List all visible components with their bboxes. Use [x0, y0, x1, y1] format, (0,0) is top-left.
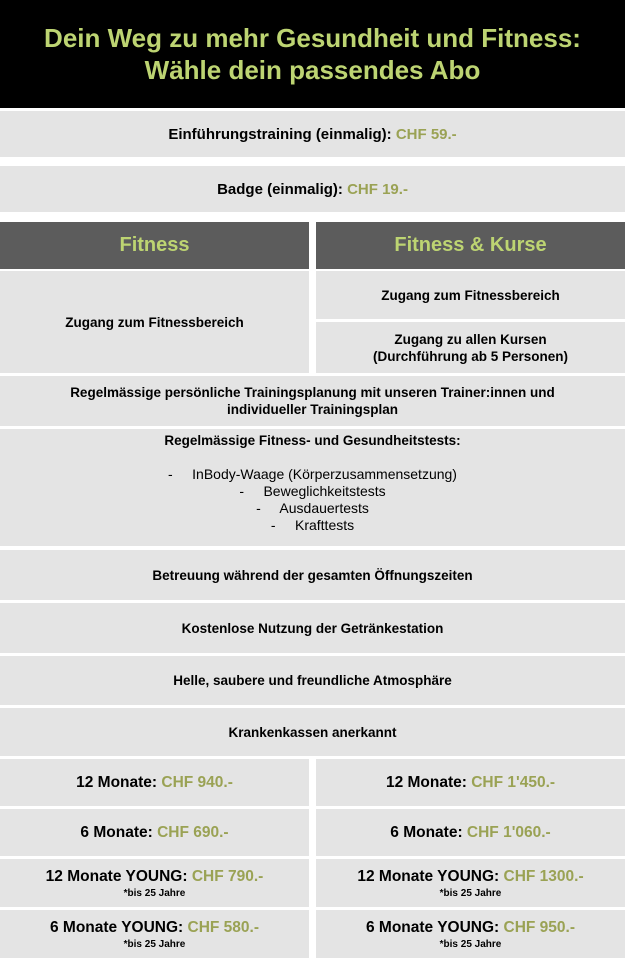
- price-kurse-12-months: [316, 759, 625, 806]
- price-label: 12 Monate:: [76, 773, 158, 791]
- atmosphere-text: Helle, saubere und freundliche Atmosphäre: [173, 673, 452, 688]
- test-item-inbody: - InBody-Waage (Körperzusammensetzung): [168, 466, 457, 482]
- price-value: CHF 940.-: [161, 773, 233, 791]
- intro-training-price: CHF 59.-: [395, 125, 457, 143]
- price-fitness-12-months-young: [0, 859, 309, 907]
- price-label: 6 Monate:: [390, 823, 463, 841]
- feature-course-access: [316, 322, 625, 373]
- course-access-line-1: Zugang zu allen Kursen: [394, 331, 547, 347]
- feature-training-planning: [0, 376, 625, 426]
- column-header-fitness-kurse: Fitness & Kurse: [316, 222, 625, 269]
- planning-line-1: Regelmässige persönliche Trainingsplanung mit unseren Trainer:innen und: [70, 385, 555, 400]
- feature-kurse-fitness-access-text: Zugang zum Fitnessbereich: [381, 287, 560, 303]
- price-label: 6 Monate YOUNG:: [49, 918, 184, 936]
- tests-title: Regelmässige Fitness- und Gesundheitstests:: [164, 433, 461, 448]
- price-value: CHF 690.-: [157, 823, 229, 841]
- price-value: CHF 580.-: [187, 918, 259, 936]
- title-line-1: Dein Weg zu mehr Gesundheit und Fitness:: [44, 23, 581, 53]
- price-fitness-6-months: [0, 809, 309, 856]
- age-note: *bis 25 Jahre: [439, 887, 502, 899]
- feature-health-tests: [0, 429, 625, 546]
- page-title: [0, 0, 625, 108]
- course-access-line-2: (Durchführung ab 5 Personen): [372, 348, 568, 364]
- price-value: CHF 1300.-: [503, 867, 584, 885]
- feature-drinks: [0, 603, 625, 653]
- price-label: 6 Monate YOUNG:: [365, 918, 500, 936]
- price-value: CHF 950.-: [503, 918, 575, 936]
- badge-fee: [0, 166, 625, 212]
- intro-training-label: Einführungstraining (einmalig):: [168, 125, 392, 143]
- price-value: CHF 790.-: [191, 867, 264, 885]
- badge-price: CHF 19.-: [347, 180, 408, 198]
- price-fitness-12-months: [0, 759, 309, 806]
- price-kurse-12-months-young: [316, 859, 625, 907]
- intro-training-fee: [0, 111, 625, 157]
- feature-fitness-access-text: Zugang zum Fitnessbereich: [65, 314, 244, 330]
- age-note: *bis 25 Jahre: [123, 887, 186, 899]
- test-item-flexibility: - Beweglichkeitstests: [239, 483, 386, 499]
- price-label: 12 Monate:: [385, 773, 467, 791]
- price-value: CHF 1'060.-: [466, 823, 551, 841]
- column-header-fitness: Fitness: [0, 222, 309, 269]
- price-fitness-6-months-young: [0, 910, 309, 958]
- feature-insurance: [0, 708, 625, 756]
- age-note: *bis 25 Jahre: [439, 938, 502, 950]
- price-label: 12 Monate YOUNG:: [357, 867, 500, 885]
- planning-line-2: individueller Trainingsplan: [226, 402, 399, 417]
- price-label: 12 Monate YOUNG:: [45, 867, 188, 885]
- support-text: Betreuung während der gesamten Öffnungszeiten: [152, 567, 473, 583]
- badge-label: Badge (einmalig):: [217, 180, 343, 198]
- feature-kurse-fitness-access: [316, 271, 625, 319]
- title-line-2: Wähle dein passendes Abo: [144, 55, 481, 85]
- price-kurse-6-months-young: [316, 910, 625, 958]
- feature-fitness-access: [0, 271, 309, 373]
- feature-atmosphere: [0, 656, 625, 705]
- age-note: *bis 25 Jahre: [123, 938, 186, 950]
- test-item-endurance: - Ausdauertests: [256, 500, 369, 516]
- test-item-strength: - Krafttests: [270, 517, 355, 533]
- tests-list: [168, 466, 457, 534]
- price-label: 6 Monate:: [80, 823, 153, 841]
- drinks-text: Kostenlose Nutzung der Getränkestation: [181, 620, 444, 636]
- price-value: CHF 1'450.-: [471, 773, 556, 791]
- insurance-text: Krankenkassen anerkannt: [228, 724, 397, 740]
- price-kurse-6-months: [316, 809, 625, 856]
- feature-support: [0, 550, 625, 600]
